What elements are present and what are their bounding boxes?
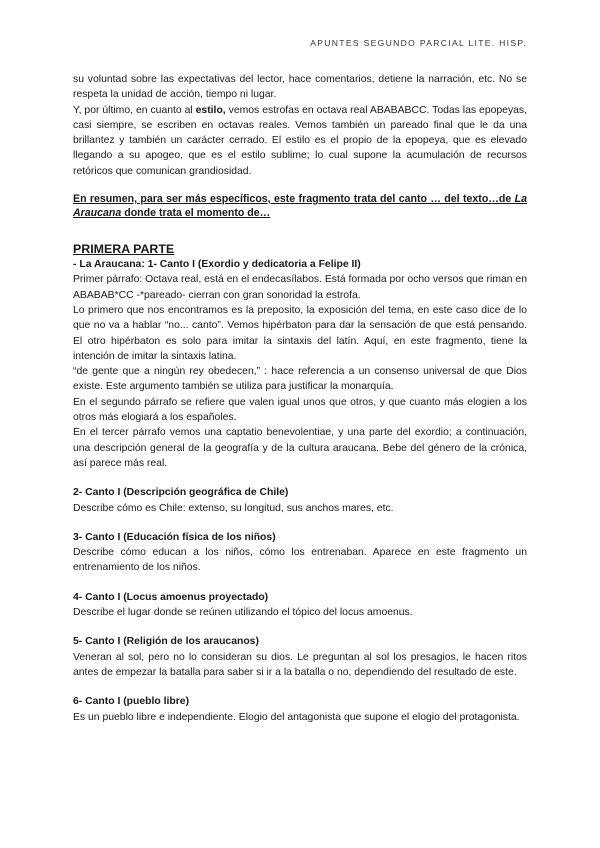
first-section-paragraph: Lo primero que nos encontramos es la preposito, la exposición del tema, en este caso dice de lo que no va a hablar “no... canto”. Vemos hipérbaton para dar la sensación de que está pensando. El otro hipérbaton es solo para imitar la sintaxis del latín. Aquí, en este fragmento, tiene la intención de imitar la sintaxis latina.: [73, 304, 527, 362]
first-section-title: - La Araucana: 1- Canto I (Exordio y dedicatoria a Felipe II): [73, 259, 361, 271]
summary-text-2: donde trata el momento de…: [121, 207, 271, 220]
intro-p2-start: Y, por último, en cuanto al: [73, 104, 196, 116]
section-text: Veneran al sol, pero no lo consideran su dios. Le preguntan al sol los presagios, le hacen ritos antes de empezar la batalla para saber si ir a la batalla o no, dependiendo del resultado de este.: [73, 651, 527, 678]
section-text: Describe el lugar donde se reúnen utilizando el tópico del locus amoenus.: [73, 607, 413, 619]
document-body: [73, 72, 527, 725]
section-pueblo-libre: [73, 694, 527, 725]
section-religion: [73, 634, 527, 680]
first-section-paragraph: En el tercer párrafo vemos una captatio benevolentiae, y una parte del exordio; a continuación, una descripción general de la geografía y de la cultura araucana. Bebe del género de la crónica, así parece más real.: [73, 427, 527, 469]
section-educacion: [73, 530, 527, 576]
section-title: 3- Canto I (Educación física de los niños): [73, 531, 276, 543]
section-title: 5- Canto I (Religión de los araucanos): [73, 636, 259, 648]
intro-p2-end: vemos estrofas en octava real ABABABCC. Todas las epopeyas, casi siempre, se escriben en octavas reales. Vemos también un pareado final que le da una brillantez y también un carácter cerrado. El estilo es el propio de la epopeya, que es elevado llegando a su apogeo, que es el estilo sublime; lo cual supone la acumulación de recursos retóricos que comunican grandiosidad.: [73, 104, 527, 177]
section-title: 2- Canto I (Descripción geográfica de Chile): [73, 487, 289, 499]
intro-p2-bold: estilo,: [195, 104, 226, 116]
intro-paragraph-2: [73, 103, 527, 179]
summary-italic: La Araucana: [73, 193, 527, 220]
section-text: Describe cómo educan a los niños, cómo los entrenaban. Aparece en este fragmento un entrenamiento de los niños.: [73, 547, 527, 574]
section-title: 4- Canto I (Locus amoenus proyectado): [73, 591, 269, 603]
summary-heading: [73, 192, 527, 220]
section-title: 6- Canto I (pueblo libre): [73, 696, 190, 708]
section-locus-amoenus: [73, 590, 527, 621]
section-text: Es un pueblo libre e independiente. Elogio del antagonista que supone el elogio del protagonista.: [73, 711, 520, 723]
page-header: APUNTES SEGUNDO PARCIAL LITE. HISP.: [310, 38, 527, 48]
intro-paragraph-1: su voluntad sobre las expectativas del lector, hace comentarios, detiene la narración, etc. No se respeta la unidad de acción, tiempo ni lugar.: [73, 74, 527, 101]
first-section-paragraph: En el segundo párrafo se refiere que valen igual unos que otros, y que cuanto más elogien a los otros más elogiará a los españoles.: [73, 396, 527, 424]
part-title: PRIMERA PARTE: [73, 242, 175, 257]
section-geografia: [73, 485, 527, 516]
first-section-paragraph: “de gente que a ningún rey obedecen,” : hace referencia a un consenso universal de que Dios existe. Este argumento también se utiliza para justificar la monarquía.: [73, 366, 527, 393]
first-section-paragraph: Primer párrafo: Octava real, está en el endecasílabos. Está formada por ocho versos que riman en ABABAB*CC -*pareado- cierran con gran sonoridad la estrofa.: [73, 274, 527, 301]
section-text: Describe cómo es Chile: extenso, su longitud, sus anchos mares, etc.: [73, 502, 394, 514]
summary-text-1: En resumen, para ser más específicos, este fragmento trata del canto … del texto…de: [73, 193, 515, 206]
